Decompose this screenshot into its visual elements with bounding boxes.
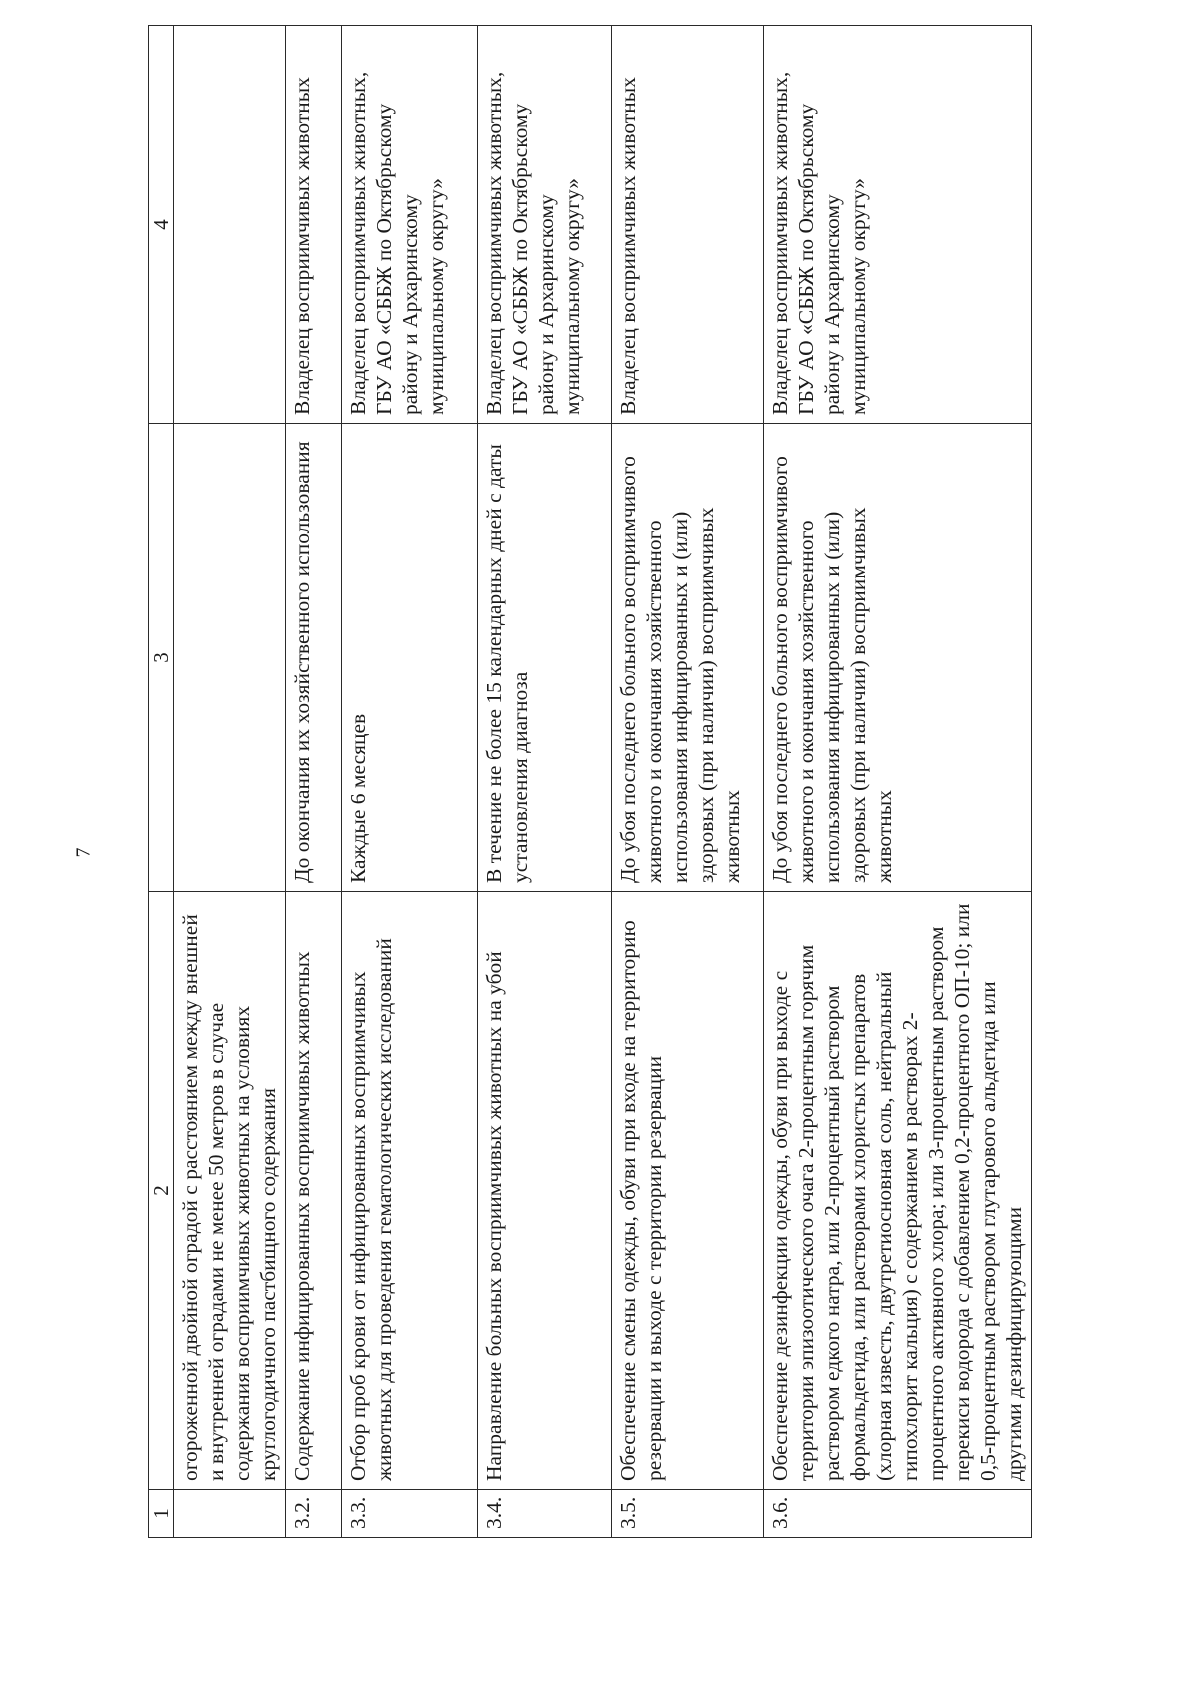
measure-cell: Обеспечение дезинфекции одежды, обуви при выходе с территории эпизоотического очага 2-процентным горячим раствором едкого натра, или 2-процентный раствором формальдегида, или растворами хлористых препаратов (хлорная известь, двутретиосновная соль, нейтральный гипохлорит кальция) с содержанием в растворах 2-процентного активного хлора; или 3-процентным раствором перекиси водорода с добавлением 0,2-процентного ОП-10; или 0,5-процентным раствором глутарового альдегида или другими дезинфицирующими [764, 892, 1032, 1490]
term-cell: Каждые 6 месяцев [342, 424, 478, 892]
row-number: 3.2. [286, 1490, 342, 1538]
row-number [174, 1490, 286, 1538]
measure-cell: огороженной двойной оградой с расстоянием между внешней и внутренней оградами не менее 50 метров в случае содержания восприимчивых животных на условиях круглогодичного пастбищного содержания [174, 892, 286, 1490]
column-header-4: 4 [149, 26, 174, 424]
measure-cell: Обеспечение смены одежды, обуви при входе на территорию резервации и выходе с территории резервации [612, 892, 764, 1490]
rotated-page-content [120, 0, 1050, 1570]
measures-table [148, 25, 1032, 1538]
measure-cell: Направление больных восприимчивых животных на убой [478, 892, 612, 1490]
measure-cell: Отбор проб крови от инфицированных восприимчивых животных для проведения гематологических исследований [342, 892, 478, 1490]
table-row [612, 26, 764, 1538]
row-number: 3.3. [342, 1490, 478, 1538]
column-header-2: 2 [149, 892, 174, 1490]
table-row [478, 26, 612, 1538]
responsible-cell: Владелец восприимчивых животных, ГБУ АО «СББЖ по Октябрьскому району и Архаринскому муниципальному округу» [478, 26, 612, 424]
row-number: 3.5. [612, 1490, 764, 1538]
row-number: 3.6. [764, 1490, 1032, 1538]
table-row [342, 26, 478, 1538]
table-header-row [149, 26, 174, 1538]
term-cell: До окончания их хозяйственного использования [286, 424, 342, 892]
table-row [174, 26, 286, 1538]
column-header-1: 1 [149, 1490, 174, 1538]
term-cell [174, 424, 286, 892]
responsible-cell [174, 26, 286, 424]
term-cell: До убоя последнего больного восприимчивого животного и окончания хозяйственного использования инфицированных и (или) здоровых (при наличии) восприимчивых животных [764, 424, 1032, 892]
term-cell: До убоя последнего больного восприимчивого животного и окончания хозяйственного использования инфицированных и (или) здоровых (при наличии) восприимчивых животных [612, 424, 764, 892]
table-row [286, 26, 342, 1538]
column-header-3: 3 [149, 424, 174, 892]
page-number: 7 [72, 847, 95, 858]
term-cell: В течение не более 15 календарных дней с даты установления диагноза [478, 424, 612, 892]
responsible-cell: Владелец восприимчивых животных, ГБУ АО «СББЖ по Октябрьскому району и Архаринскому муниципальному округу» [342, 26, 478, 424]
responsible-cell: Владелец восприимчивых животных [612, 26, 764, 424]
measure-cell: Содержание инфицированных восприимчивых животных [286, 892, 342, 1490]
responsible-cell: Владелец восприимчивых животных, ГБУ АО «СББЖ по Октябрьскому району и Архаринскому муниципальному округу» [764, 26, 1032, 424]
responsible-cell: Владелец восприимчивых животных [286, 26, 342, 424]
row-number: 3.4. [478, 1490, 612, 1538]
table-row [764, 26, 1032, 1538]
